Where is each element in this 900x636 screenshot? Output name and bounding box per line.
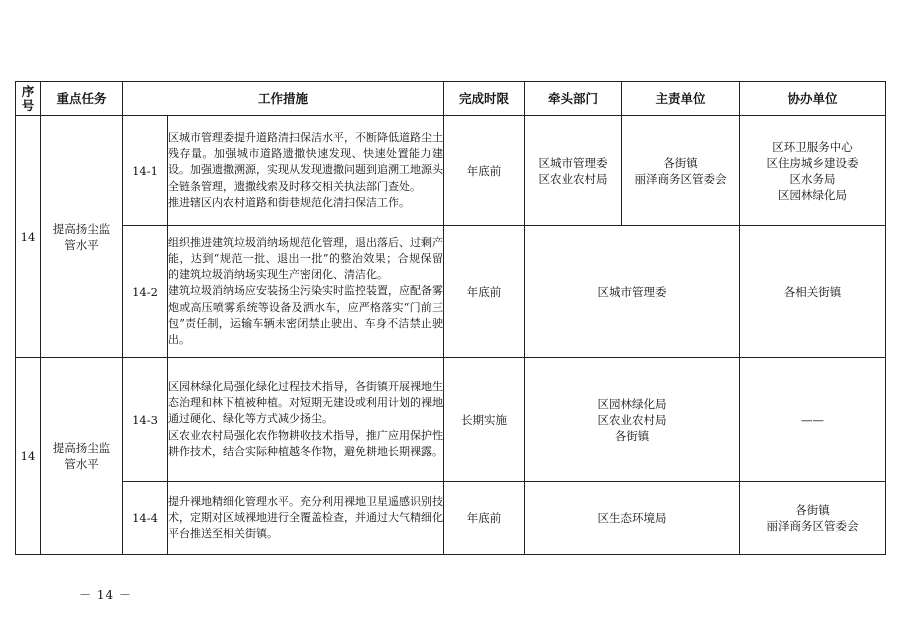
measure-code: 14-3 xyxy=(123,358,168,482)
measure-paragraph: 推进辖区内农村道路和街巷规范化清扫保洁工作。 xyxy=(168,195,410,209)
header-measures: 工作措施 xyxy=(123,82,444,116)
deadline-cell: 年底前 xyxy=(444,482,525,555)
assist-unit-line: —— xyxy=(801,412,825,427)
measure-text xyxy=(168,358,444,482)
lead-dept-line: 区农业农村局 xyxy=(538,171,608,186)
assist-unit-cell xyxy=(740,226,886,358)
measure-paragraph: 组织推进建筑垃圾消纳场规范化管理，退出落后、过剩产能，达到“规范一批、退出一批”的整治效果；合规保留的建筑垃圾消纳场实现生产密闭化、清洁化。 xyxy=(168,235,444,282)
lead-main-line: 各街镇 xyxy=(614,428,650,443)
lead-main-line: 区城市管理委 xyxy=(597,284,667,299)
assist-unit-cell xyxy=(740,358,886,482)
header-lead-dept: 牵头部门 xyxy=(525,82,622,116)
page-number: － 14 － xyxy=(79,588,132,602)
measure-text xyxy=(168,116,444,226)
assist-unit-line: 各相关街镇 xyxy=(783,284,842,299)
task-cell: 提高扬尘监管水平 xyxy=(41,358,123,555)
assist-unit-cell xyxy=(740,116,886,226)
deadline-cell: 年底前 xyxy=(444,116,525,226)
table-row xyxy=(16,358,886,482)
assist-unit-line: 区环卫服务中心 xyxy=(772,139,853,154)
lead-main-cell xyxy=(525,482,740,555)
lead-main-cell xyxy=(525,226,740,358)
assist-unit-line: 丽泽商务区管委会 xyxy=(766,519,859,533)
measure-text xyxy=(168,482,444,555)
main-unit-cell xyxy=(622,116,740,226)
header-deadline: 完成时限 xyxy=(444,82,525,116)
header-assist-unit: 协办单位 xyxy=(740,82,886,116)
measure-paragraph: 区城市管理委提升道路清扫保洁水平，不断降低道路尘土残存量。加强城市道路遗撒快速发现、快速处置能力建设。加强遗撒溯源，实现从发现遗撒问题到追溯工地源头全链条管理，遗撒线索及时移交相关执法部门查处。 xyxy=(168,130,444,193)
lead-main-line: 区农业农村局 xyxy=(597,412,667,427)
lead-main-line: 区园林绿化局 xyxy=(597,396,667,411)
deadline-cell: 年底前 xyxy=(444,226,525,358)
measure-paragraph: 提升裸地精细化管理水平。充分利用裸地卫星遥感识别技术，定期对区域裸地进行全覆盖检查，并通过大气精细化平台推送至相关街镇。 xyxy=(168,494,444,541)
measure-code: 14-1 xyxy=(123,116,168,226)
table-row xyxy=(16,482,886,555)
seq-cell: 14 xyxy=(16,116,41,358)
measure-paragraph: 区园林绿化局强化绿化过程技术指导，各街镇开展裸地生态治理和林下植被种植。对短期无建设或利用计划的裸地通过硬化、绿化等方式减少扬尘。 xyxy=(168,379,444,426)
table-row xyxy=(16,226,886,358)
measure-code: 14-4 xyxy=(123,482,168,555)
header-main-unit: 主责单位 xyxy=(622,82,740,116)
work-plan-table xyxy=(15,81,886,555)
main-unit-line: 各街镇 xyxy=(663,155,698,170)
assist-unit-line: 区水务局 xyxy=(789,171,836,186)
measure-paragraph: 区农业农村局强化农作物耕收技术指导，推广应用保护性耕作技术，结合实际种植越冬作物，避免耕地长期裸露。 xyxy=(168,428,444,458)
assist-unit-line: 各街镇 xyxy=(795,503,830,517)
assist-unit-cell xyxy=(740,482,886,555)
measure-code: 14-2 xyxy=(123,226,168,358)
lead-dept-cell xyxy=(525,116,622,226)
deadline-cell: 长期实施 xyxy=(444,358,525,482)
header-seq: 序号 xyxy=(16,82,41,116)
lead-main-line: 区生态环境局 xyxy=(597,511,667,525)
table-header-row xyxy=(16,82,886,116)
task-cell: 提高扬尘监管水平 xyxy=(41,116,123,358)
measure-paragraph: 建筑垃圾消纳场应安装扬尘污染实时监控装置，应配备雾炮或高压喷雾系统等设备及洒水车，应严格落实“门前三包”责任制，运输车辆未密闭禁止驶出、车身不洁禁止驶出。 xyxy=(168,284,444,346)
header-task: 重点任务 xyxy=(41,82,123,116)
lead-main-cell xyxy=(525,358,740,482)
assist-unit-line: 区园林绿化局 xyxy=(778,187,848,202)
lead-dept-line: 区城市管理委 xyxy=(538,155,608,170)
assist-unit-line: 区住房城乡建设委 xyxy=(766,155,859,170)
seq-cell: 14 xyxy=(16,358,41,555)
table-row xyxy=(16,116,886,226)
measure-text xyxy=(168,226,444,358)
main-unit-line: 丽泽商务区管委会 xyxy=(634,171,727,186)
